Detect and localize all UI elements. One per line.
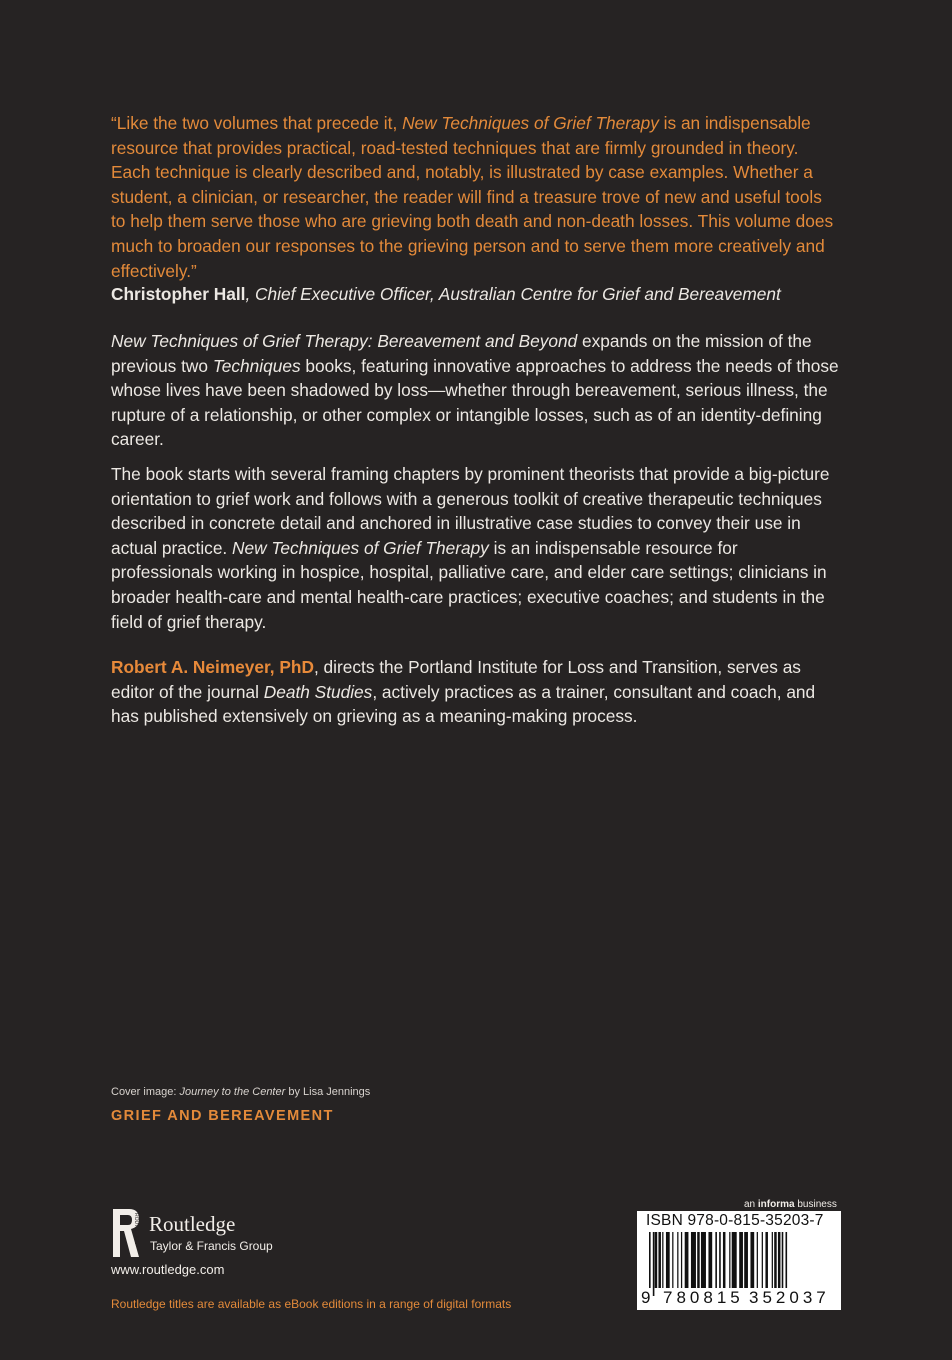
routledge-logo [111,1207,311,1259]
isbn-barcode: ISBN 978-0-815-35203-7 9 780815 352037 [637,1211,841,1310]
publisher-group: Taylor & Francis Group [150,1239,273,1253]
publisher-name: Routledge [149,1212,236,1236]
review-quote: “Like the two volumes that precede it, New Techniques of Grief Therapy is an indispensable resource that provides practical, road-tested techniques that are firmly grounded in theory. Each technique is clearly described and, notably, is illustrated by case examples. Whether a student, a clinician, or researcher, the reader will find a treasure trove of new and useful tools to help them serve those who are grieving both death and non-death losses. This volume does much to broaden our responses to the grieving person and to serve them more creatively and effectively.” [111,113,834,281]
description-paragraph-1: New Techniques of Grief Therapy: Bereavement and Beyond expands on the mission of the previous two Techniques books, featuring innovative approaches to address the needs of those whose lives have been shadowed by loss—whether through bereavement, serious illness, the rupture of a relationship, or other complex or intangible losses, such as of an identity-defining career. [111,331,839,450]
reviewer-name: Christopher Hall [111,284,246,304]
author-bio: Robert A. Neimeyer, PhD, directs the Portland Institute for Loss and Transition, serves as editor of the journal Death Studies, actively practices as a trainer, consultant and coach, and has published extensively on grieving as a meaning-making process. [111,657,816,727]
description-paragraph-2: The book starts with several framing chapters by prominent theorists that provide a big-picture orientation to grief work and follows with a generous toolkit of creative therapeutic techniques described in concrete detail and anchored in illustrative case studies to convey their use in actual practice. New Techniques of Grief Therapy is an indispensable resource for professionals working in hospice, hospital, palliative care, and elder care settings; clinicians in broader health-care and mental health-care practices; executive coaches; and students in the field of grief therapy. [111,464,830,632]
isbn-label: ISBN 978-0-815-35203-7 [646,1212,824,1229]
barcode-bars [649,1232,833,1296]
publisher-website[interactable]: www.routledge.com [111,1262,225,1277]
cover-image-credit: Cover image: Journey to the Center by Lisa Jennings [111,1086,371,1098]
reviewer-role: , Chief Executive Officer, Australian Centre for Grief and Bereavement [245,284,781,304]
svg-text:ROUTLEDGE: ROUTLEDGE [133,1213,139,1245]
routledge-r-icon [111,1207,141,1259]
ebook-note: Routledge titles are available as eBook editions in a range of digital formats [111,1297,512,1311]
subject-category: GRIEF AND BEREAVEMENT [111,1108,334,1124]
review-attribution [111,282,841,307]
author-name: Robert A. Neimeyer, PhD [111,657,314,677]
informa-business-tag: an informa business [744,1199,837,1210]
